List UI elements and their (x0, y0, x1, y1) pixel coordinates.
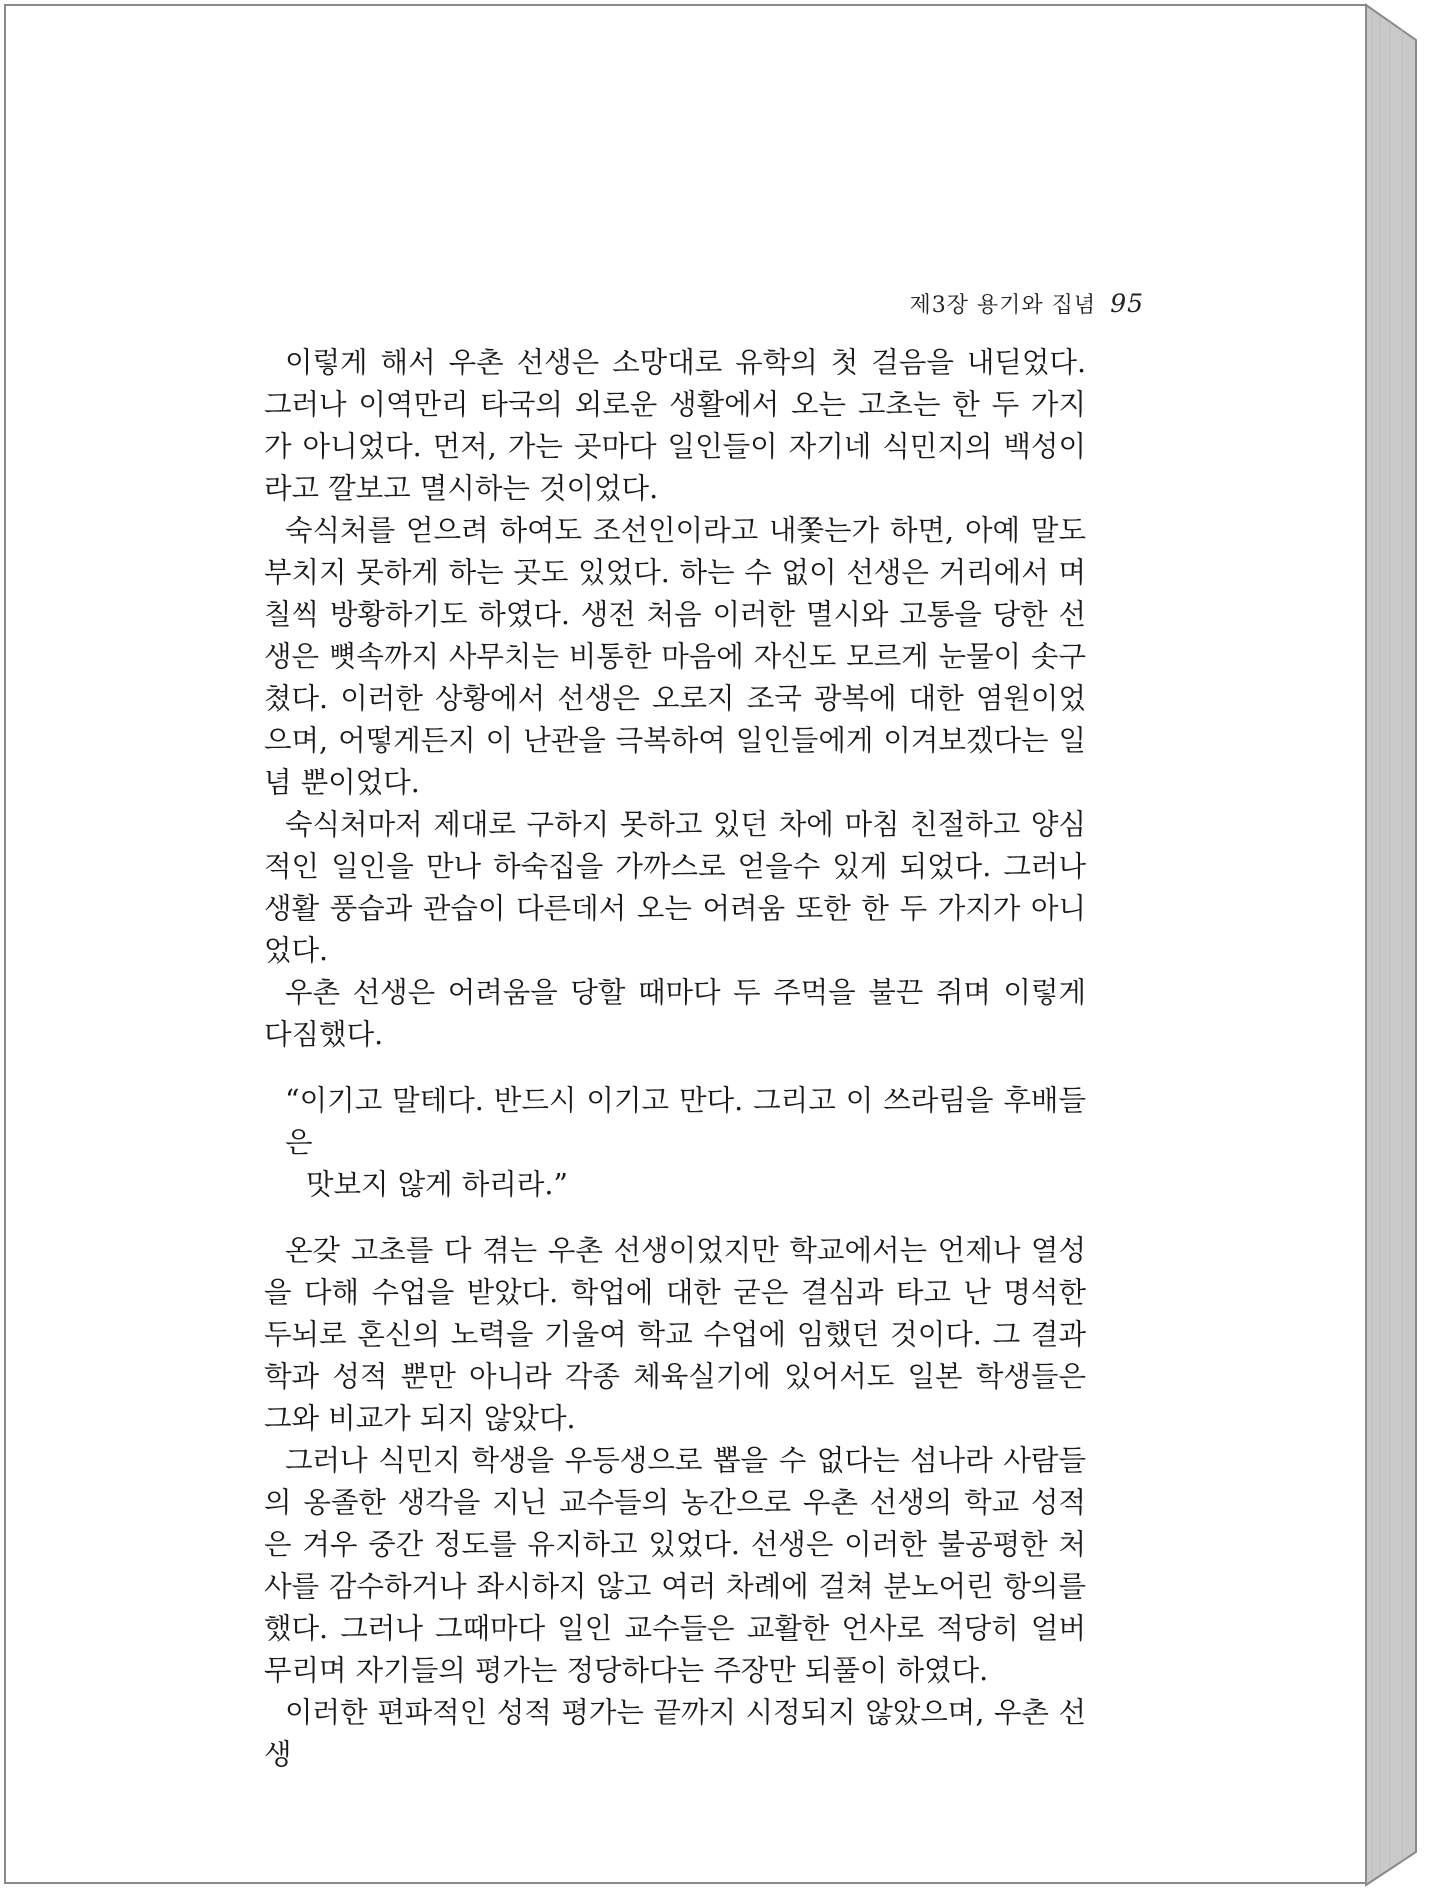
page-number: 95 (1110, 289, 1144, 318)
page-body (264, 342, 1086, 1776)
paragraph: 숙식처를 얻으려 하여도 조선인이라고 내쫓는가 하면, 아예 말도 부치지 못하게 하는 곳도 있었다. 하는 수 없이 선생은 거리에서 며칠씩 방황하기도 하였다. 생전 처음 이러한 멸시와 고통을 당한 선생은 뼛속까지 사무치는 비통한 마음에 자신도 모르게 눈물이 솟구쳤다. 이러한 상황에서 선생은 오로지 조국 광복에 대한 염원이었으며, 어떻게든지 이 난관을 극복하여 일인들에게 이겨보겠다는 일념 뿐이었다. (264, 514, 1086, 799)
page-stack-side (1366, 5, 1416, 1885)
paragraph: 그러나 식민지 학생을 우등생으로 뽑을 수 없다는 섬나라 사람들의 옹졸한 생각을 지닌 교수들의 농간으로 우촌 선생의 학교 성적은 겨우 중간 정도를 유지하고 있었다. 선생은 이러한 불공평한 처사를 감수하거나 좌시하지 않고 여러 차례에 걸쳐 분노어린 항의를 했다. 그러나 그때마다 일인 교수들은 교활한 언사로 적당히 얼버무리며 자기들의 평가는 정당하다는 주장만 되풀이 하였다. (264, 1444, 1086, 1687)
paragraph: 이렇게 해서 우촌 선생은 소망대로 유학의 첫 걸음을 내딛었다. 그러나 이역만리 타국의 외로운 생활에서 오는 고초는 한 두 가지가 아니었다. 먼저, 가는 곳마다 일인들이 자기네 식민지의 백성이라고 깔보고 멸시하는 것이었다. (264, 346, 1086, 505)
paragraph: 온갖 고초를 다 겪는 우촌 선생이었지만 학교에서는 언제나 열성을 다해 수업을 받았다. 학업에 대한 굳은 결심과 타고 난 명석한 두뇌로 혼신의 노력을 기울여 학교 수업에 임했던 것이다. 그 결과 학과 성적 뿐만 아니라 각종 체육실기에 있어서도 일본 학생들은 그와 비교가 되지 않았다. (264, 1234, 1086, 1435)
paragraph: 숙식처마저 제대로 구하지 못하고 있던 차에 마침 친절하고 양심적인 일인을 만나 하숙집을 가까스로 얻을수 있게 되었다. 그러나 생활 풍습과 관습이 다른데서 오는 어려움 또한 한 두 가지가 아니었다. (264, 808, 1086, 967)
quote-line: “이기고 말테다. 반드시 이기고 만다. 그리고 이 쓰라림을 후배들은 (285, 1084, 1086, 1159)
quote-line: 맛보지 않게 하리라.” (306, 1168, 568, 1201)
chapter-title: 제3장 용기와 집념 (909, 293, 1097, 318)
paragraph: 우촌 선생은 어려움을 당할 때마다 두 주먹을 불끈 쥐며 이렇게 다짐했다. (264, 976, 1086, 1051)
block-quote (264, 1080, 1086, 1206)
running-head (909, 288, 1144, 319)
paragraph: 이러한 편파적인 성적 평가는 끝까지 시정되지 않았으며, 우촌 선생 (264, 1696, 1086, 1771)
